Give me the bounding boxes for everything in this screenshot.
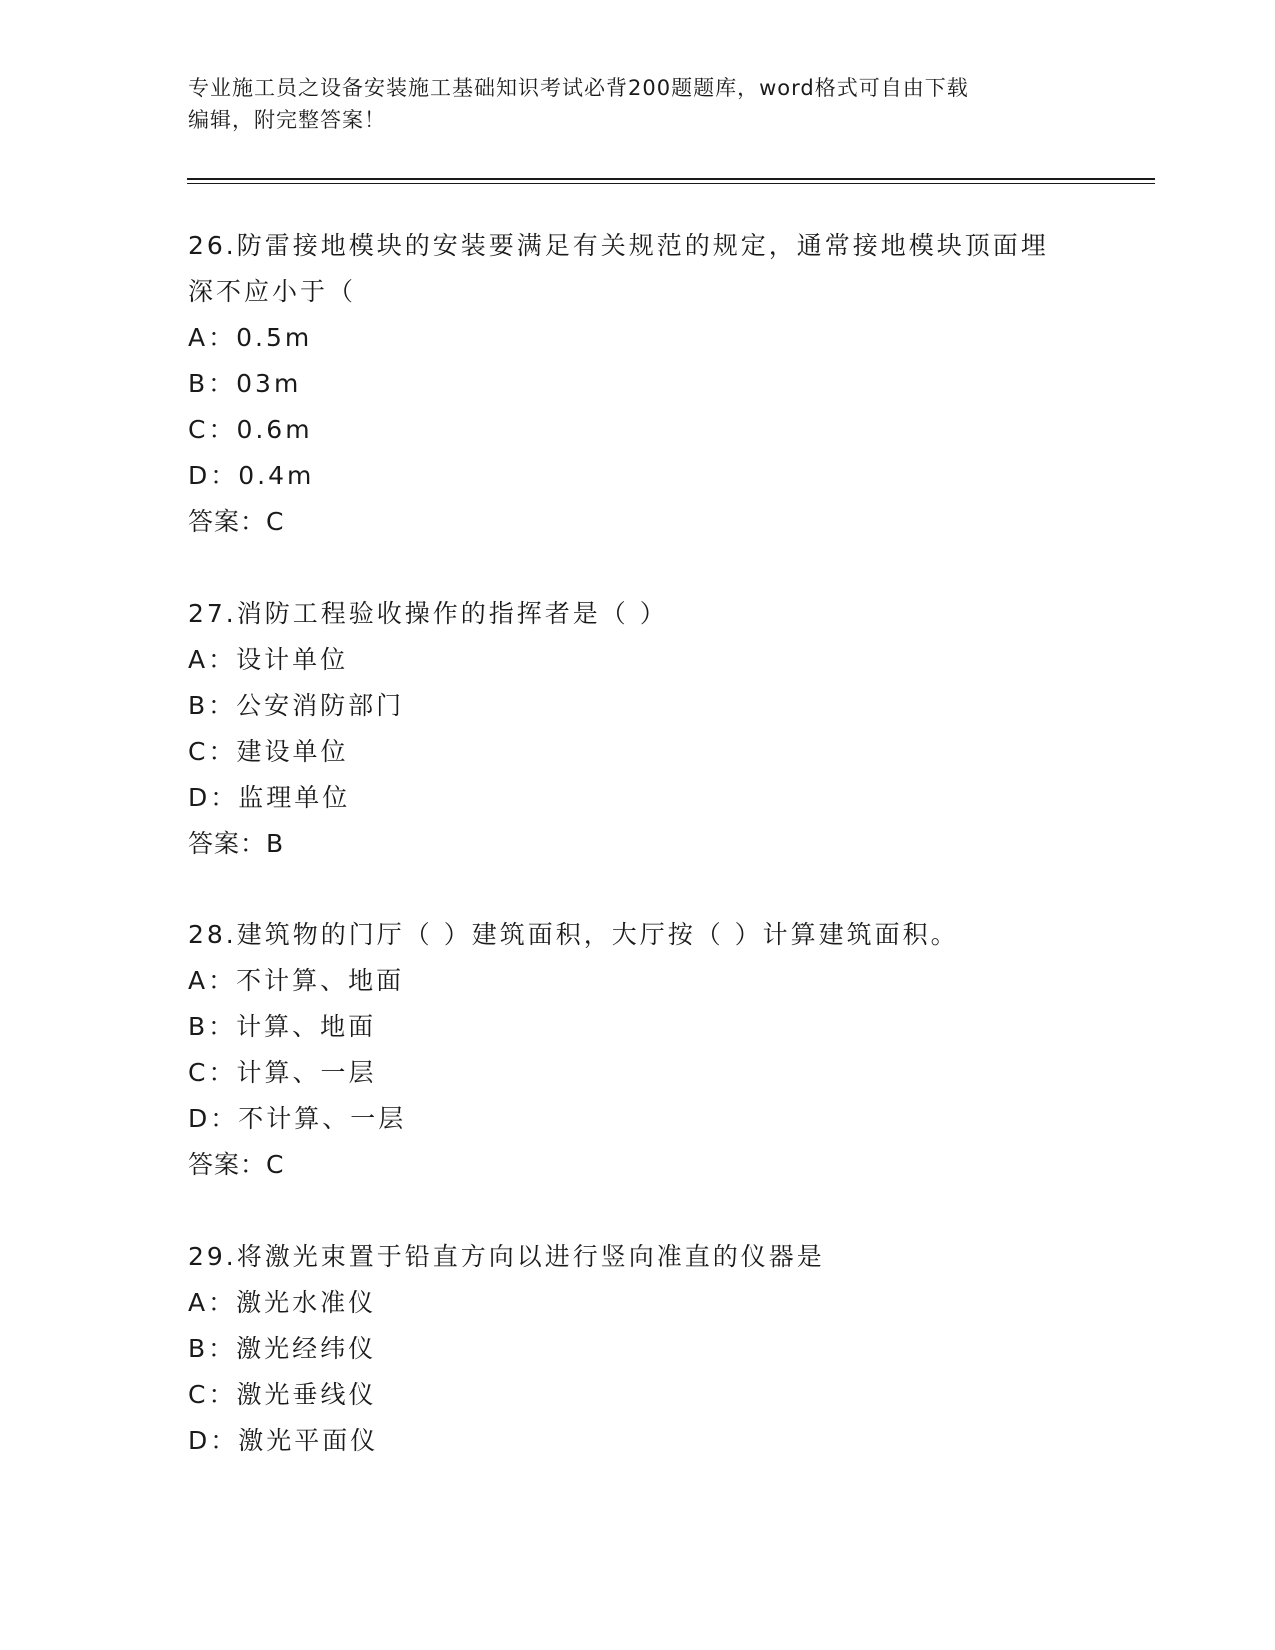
option-b: B：03m [188,369,302,398]
option-c: C：建设单位 [188,737,349,766]
question-stem-continued: 深不应小于（ [188,277,357,306]
question-27 [188,591,1088,867]
question-stem: 27.消防工程验收操作的指挥者是（ ） [188,599,668,628]
option-b: B：公安消防部门 [188,691,405,720]
option-d: D：监理单位 [188,783,351,812]
question-28 [188,912,1088,1188]
option-d: D：0.4m [188,461,315,490]
option-b: B：计算、地面 [188,1012,377,1041]
option-a: A：0.5m [188,323,313,352]
option-d: D：激光平面仪 [188,1426,379,1455]
question-stem: 26.防雷接地模块的安装要满足有关规范的规定，通常接地模块顶面埋 [188,231,1049,260]
option-a: A：设计单位 [188,645,349,674]
question-stem: 28.建筑物的门厅（ ）建筑面积，大厅按（ ）计算建筑面积。 [188,920,959,949]
header-divider-thick [187,178,1155,180]
question-26 [188,223,1088,545]
option-c: C：计算、一层 [188,1058,377,1087]
question-29 [188,1234,1088,1464]
option-b: B：激光经纬仪 [188,1334,377,1363]
answer: 答案：B [188,829,285,858]
option-c: C：激光垂线仪 [188,1380,377,1409]
question-stem: 29.将激光束置于铅直方向以进行竖向准直的仪器是 [188,1242,825,1271]
option-c: C：0.6m [188,415,313,444]
header-title-line-2: 编辑，附完整答案！ [188,108,386,132]
header-title-line-1: 专业施工员之设备安装施工基础知识考试必背200题题库，word格式可自由下载 [188,76,969,100]
answer: 答案：C [188,507,285,536]
option-a: A：激光水准仪 [188,1288,377,1317]
header-divider-thin [187,183,1155,184]
option-d: D：不计算、一层 [188,1104,407,1133]
answer: 答案：C [188,1150,285,1179]
document-header [188,72,1088,136]
option-a: A：不计算、地面 [188,966,405,995]
